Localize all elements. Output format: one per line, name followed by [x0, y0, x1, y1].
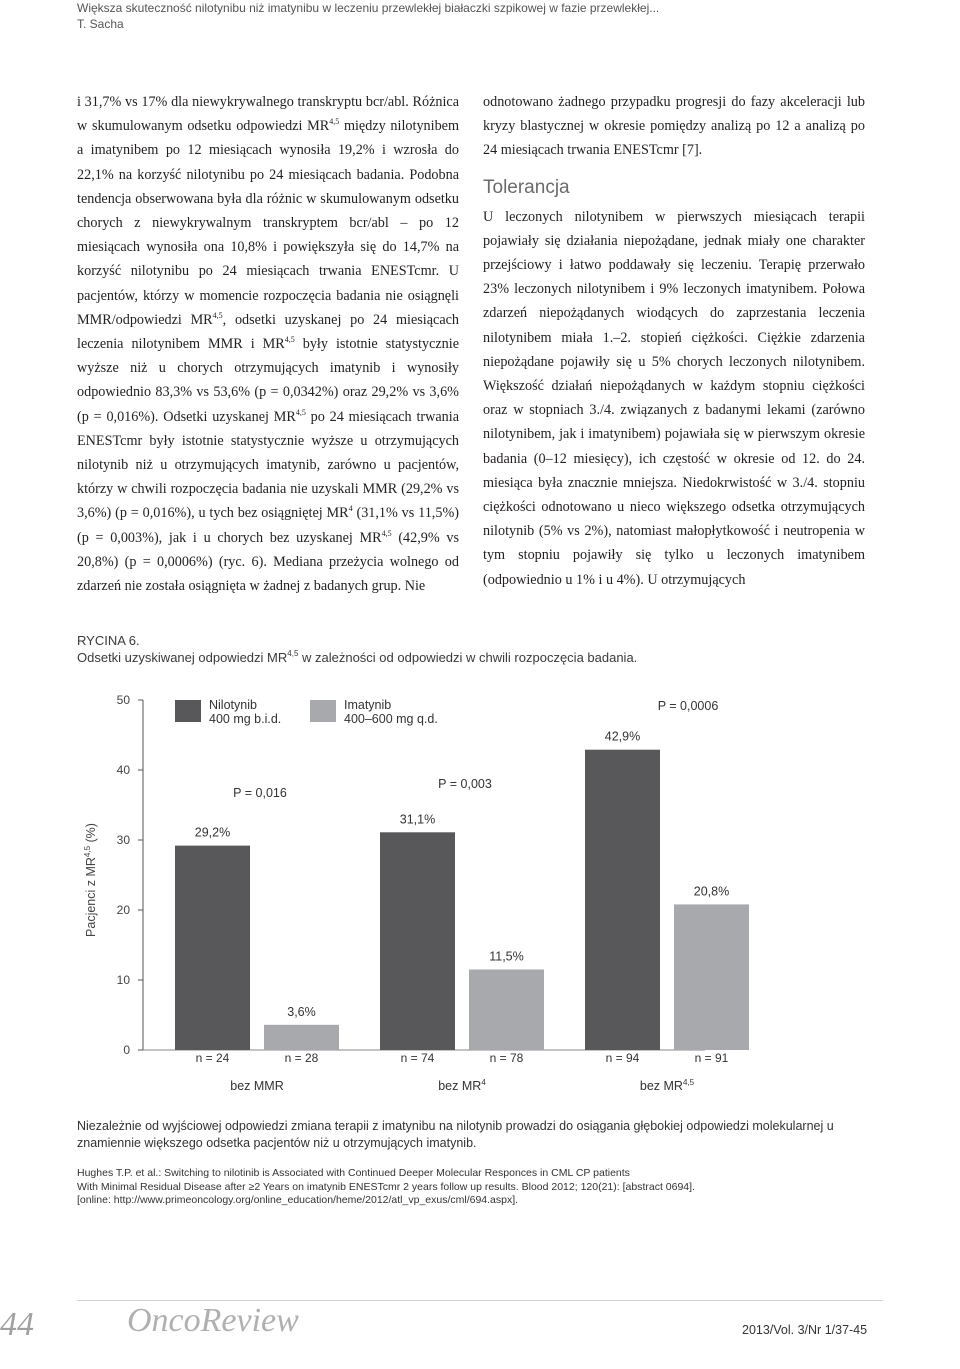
y-axis-label-main: Pacjenci z MR — [84, 857, 98, 937]
p-value-label: P = 0,0006 — [657, 699, 719, 713]
reference-line-2: With Minimal Residual Disease after ≥2 Years on imatynib ENESTcmr 2 years follow up results. Blood 2012; 120(21): [abstract 0694]. — [77, 1180, 695, 1193]
superscript: 4,5 — [284, 335, 295, 345]
superscript: 4,5 — [212, 310, 223, 320]
figure-number: RYCINA 6. — [77, 633, 140, 648]
bar-nilotynib — [380, 832, 455, 1050]
text-run: (31,1% vs 11,5%) (p = 0,003%), jak i u chorych bez uzyskanej MR — [77, 505, 459, 546]
category-label-main: bez MR — [438, 1079, 482, 1093]
right-text-column — [483, 90, 865, 592]
running-title: Większa skuteczność nilotynibu niż imatynibu w leczeniu przewlekłej białaczki szpikowej w fazie przewlekłej... — [77, 1, 660, 15]
p-value-label: P = 0,003 — [438, 777, 492, 791]
bar-value-label: 20,8% — [693, 884, 730, 899]
running-author: T. Sacha — [77, 17, 124, 31]
left-paragraph — [77, 90, 459, 598]
y-axis-label — [83, 823, 98, 937]
bar-imatynib — [674, 904, 749, 1050]
y-tick-label: 10 — [116, 973, 130, 987]
figure-title-pre: Odsetki uzyskiwanej odpowiedzi MR — [77, 650, 288, 665]
right-body-paragraph: U leczonych nilotynibem w pierwszych miesiącach terapii pojawiały się działania niepożądane, jednak miały one charakter przejściowy i łatwo poddawały się leczeniu. Terapię przerwało 23% leczonych nilotynibem i 9% leczonych imatynibem. Połowa zdarzeń niepożądanych wiodących do zaprzestania leczenia nilotynibem miała 1.–2. stopień ciężkości. Ciężkie zdarzenia niepożądane pojawiły się u 5% chorych leczonych nilotynibem. Większość działań niepożądanych w każdym stopniu ciężkości oraz w stopniach 3./4. związanych z badanymi lekami (zarówno nilotynibem, jak i imatynibem) pojawiała się w pierwszym okresie badania (0–12 miesięcy), ich częstość w okresie od 12. do 24. miesiąca była znacznie mniejsza. Niedokrwistość w 3./4. stopniu ciężkości odnotowano u nieco większego odsetka otrzymujących nilotynib (5% vs 2%), natomiast małopłytkowość i neutropenia w tym stopniu pojawiły się tylko u leczonych imatynibem (odpowiednio u 1% i u 4%). U otrzymujących — [483, 208, 865, 588]
y-tick-label: 50 — [116, 693, 130, 707]
superscript: 4,5 — [295, 407, 306, 417]
text-run: , odsetki uzyskanej po 24 miesiącach leczenia nilotynibem MMR i MR — [77, 311, 460, 353]
reference-line-1: Hughes T.P. et al.: Switching to nilotinib is Associated with Continued Deeper Molecular Responces in CML CP patients — [77, 1167, 630, 1179]
text-run: były istotnie statystycznie wyższe niż u chorych otrzymujących imatynib i wynosiły odpowiednio 83,3% vs 53,6% (p = 0,0342%) oraz 29,2% vs 3,6% (p = 0,016%). Odsetki uzyskanej MR — [77, 336, 459, 425]
legend-swatch-nilotynib — [175, 700, 201, 722]
legend-label-nilotynib: Nilotynib — [209, 698, 257, 712]
right-intro-paragraph: odnotowano żadnego przypadku progresji do fazy akceleracji lub kryzy blastycznej w okresie pomiędzy analizą po 12 a analizą po 24 miesiącach trwania ENESTcmr [7]. — [483, 94, 865, 159]
journal-volume: 2013/Vol. 3/Nr 1/37-45 — [742, 1323, 868, 1337]
bar-imatynib — [264, 1025, 339, 1050]
figure-title-post: w zależności od odpowiedzi w chwili rozpoczęcia badania. — [298, 650, 638, 665]
y-tick-label: 0 — [123, 1043, 130, 1057]
text-run: między nilotynibem a imatynibem po 12 miesiącach wynosiła 19,2% i wzrosła do 22,1% na korzyść nilotynibu po 24 miesiącach badania. Podobna tendencja obserwowana była dla różnic w skumulowanym odsetku chorych z niewykrywalnym transkryptem bcr/abl – po 12 miesiącach wynosiła ona 10,8% i powiększyła się do 14,7% na korzyść nilotynibu po 24 miesiącach trwania ENESTcmr. U pacjentów, którzy w momencie rozpoczęcia badania nie osiągnęli MMR/odpowiedzi MR — [77, 118, 460, 328]
left-text-column — [77, 90, 459, 598]
bar-value-label: 31,1% — [399, 812, 436, 827]
figure-title-sup: 4,5 — [287, 649, 299, 658]
figure-title — [77, 649, 637, 666]
category-label-main: bez MMR — [230, 1079, 284, 1093]
y-tick-label: 40 — [116, 763, 130, 777]
category-label-sup: 4,5 — [682, 1078, 695, 1087]
bar-n-label: n = 24 — [195, 1051, 230, 1065]
section-title-tolerancja: Tolerancja — [483, 176, 570, 198]
journal-logo: OncoReview — [127, 1302, 299, 1339]
y-tick-label: 30 — [116, 833, 130, 847]
bar-n-label: n = 74 — [400, 1051, 435, 1065]
figure-reference — [77, 1167, 857, 1208]
category-label — [438, 1078, 486, 1093]
bar-imatynib — [469, 970, 544, 1051]
category-label — [640, 1078, 695, 1093]
figure-label — [77, 632, 637, 666]
bar-value-label: 3,6% — [287, 1004, 316, 1019]
p-value-label: P = 0,016 — [233, 786, 287, 800]
bar-value-label: 29,2% — [194, 825, 231, 840]
bar-nilotynib — [175, 846, 250, 1050]
legend-swatch-imatynib — [310, 700, 336, 722]
bar-n-label: n = 28 — [284, 1051, 319, 1065]
superscript: 4 — [348, 504, 353, 514]
footer-divider — [77, 1300, 883, 1301]
text-run: po 24 miesiącach trwania ENESTcmr były istotnie statystycznie wyższe u otrzymujących nilotynib niż u otrzymujących imatynib, zarówno u pacjentów, którzy w chwili rozpoczęcia badania nie uzyskali MMR (29,2% vs 3,6%) (p = 0,016%), u tych bez osiągniętej MR — [77, 408, 460, 522]
reference-line-3: [online: http://www.primeoncology.org/online_education/heme/2012/atl_vp_exus/cml/694.aspx]. — [77, 1194, 519, 1206]
y-axis-label-sup: 4,5 — [83, 845, 92, 858]
category-label-main: bez MR — [639, 1079, 683, 1093]
bar-n-label: n = 94 — [605, 1051, 640, 1065]
superscript: 4,5 — [329, 117, 340, 127]
bar-value-label: 11,5% — [489, 949, 524, 964]
y-axis-label-unit: (%) — [84, 823, 98, 846]
page-number: 44 — [0, 1306, 34, 1343]
bar-n-label: n = 78 — [489, 1051, 524, 1065]
legend-label-imatynib: Imatynib — [344, 698, 392, 712]
legend-label-imatynib-dose: 400–600 mg q.d. — [344, 712, 438, 726]
bar-value-label: 42,9% — [604, 729, 641, 744]
bar-nilotynib — [585, 750, 660, 1050]
category-label — [230, 1079, 283, 1093]
text-run: (42,9% vs 20,8%) (p = 0,0006%) (ryc. 6). Mediana przeżycia wolnego od zdarzeń nie została osiągnięta w żadnej z badanych grup. Nie — [77, 529, 459, 595]
category-label-sup: 4 — [481, 1078, 486, 1087]
bar-n-label: n = 91 — [694, 1051, 729, 1065]
legend-label-nilotynib-dose: 400 mg b.i.d. — [209, 712, 282, 726]
running-header — [77, 0, 897, 32]
text-run: i 31,7% vs 17% dla niewykrywalnego transkryptu bcr/abl. Różnica w skumulowanym odsetku odpowiedzi MR — [77, 94, 459, 135]
superscript: 4,5 — [381, 528, 392, 538]
y-tick-label: 20 — [116, 903, 130, 917]
figure-caption: Niezależnie od wyjściowej odpowiedzi zmiana terapii z imatynibu na nilotynib prowadzi do osiągania głębokiej odpowiedzi molekularnej u znamiennie większego odsetka pacjentów niż u otrzymujących imatynib. — [77, 1119, 834, 1150]
